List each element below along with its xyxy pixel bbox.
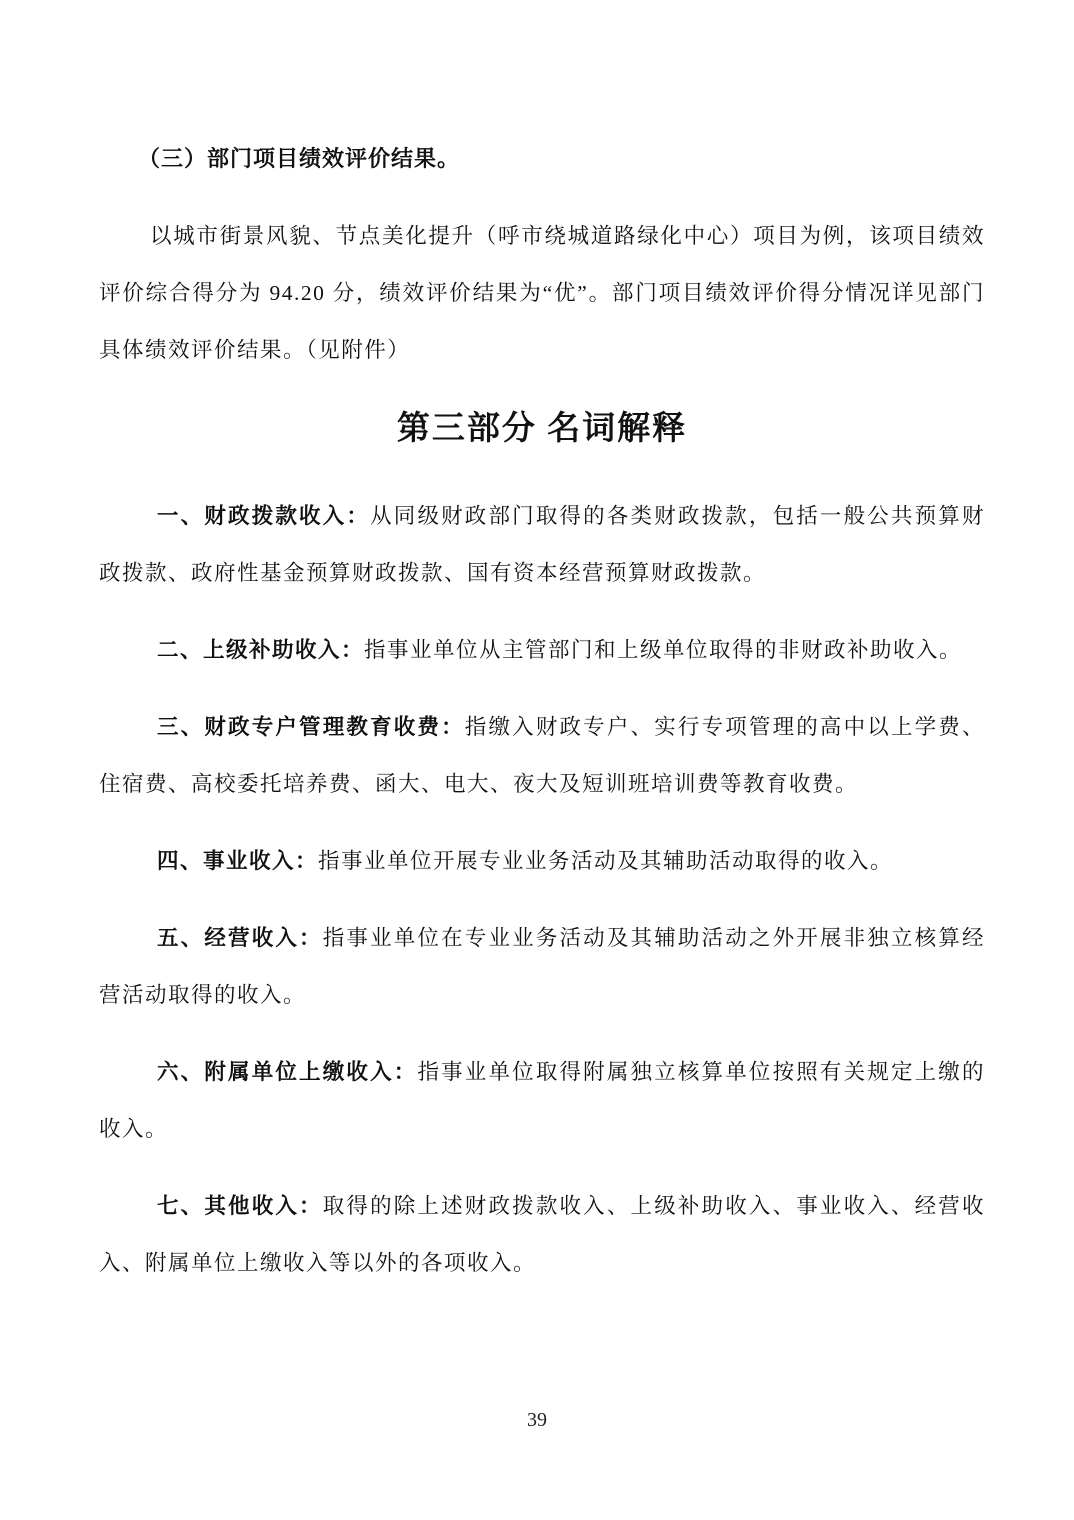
page-number: 39	[527, 1409, 547, 1431]
definition-term: 五、经营收入：	[157, 926, 323, 950]
definition-term: 七、其他收入：	[157, 1194, 323, 1218]
definition-text: 取得的除上述财政拨款收入、上级补助收入、事业收入、经营收入、附属单位上缴收入等以外的各项收入。	[99, 1194, 985, 1275]
definition-text: 从同级财政部门取得的各类财政拨款，包括一般公共预算财政拨款、政府性基金预算财政拨款、国有资本经营预算财政拨款。	[99, 504, 985, 585]
definition-term: 四、事业收入：	[157, 849, 319, 873]
definition-text: 指事业单位在专业业务活动及其辅助活动之外开展非独立核算经营活动取得的收入。	[99, 926, 985, 1007]
definition-text: 指事业单位开展专业业务活动及其辅助活动取得的收入。	[318, 849, 894, 873]
definition-text: 指缴入财政专户、实行专项管理的高中以上学费、住宿费、高校委托培养费、函大、电大、夜大及短训班培训费等教育收费。	[99, 715, 985, 796]
definition-text: 指事业单位从主管部门和上级单位取得的非财政补助收入。	[364, 638, 963, 662]
definition-term: 三、财政专户管理教育收费：	[157, 715, 465, 739]
definition-term: 六、附属单位上缴收入：	[157, 1060, 418, 1084]
definition-item	[99, 488, 985, 602]
definition-term: 一、财政拨款收入：	[157, 504, 371, 528]
definition-item	[99, 1178, 985, 1292]
definition-item	[99, 1044, 985, 1158]
intro-paragraph: 以城市街景风貌、节点美化提升（呼市绕城道路绿化中心）项目为例，该项目绩效评价综合得分为 94.20 分，绩效评价结果为“优”。部门项目绩效评价得分情况详见部门具体绩效评价结果。（见附件）	[99, 224, 985, 362]
definition-item	[99, 833, 985, 890]
definition-item	[99, 622, 985, 679]
definition-item	[99, 699, 985, 813]
section-subheading: （三）部门项目绩效评价结果。	[138, 146, 461, 171]
definition-term: 二、上级补助收入：	[157, 638, 365, 662]
definition-text: 指事业单位取得附属独立核算单位按照有关规定上缴的收入。	[99, 1060, 985, 1141]
definition-item	[99, 910, 985, 1024]
part-title: 第三部分 名词解释	[396, 411, 688, 447]
